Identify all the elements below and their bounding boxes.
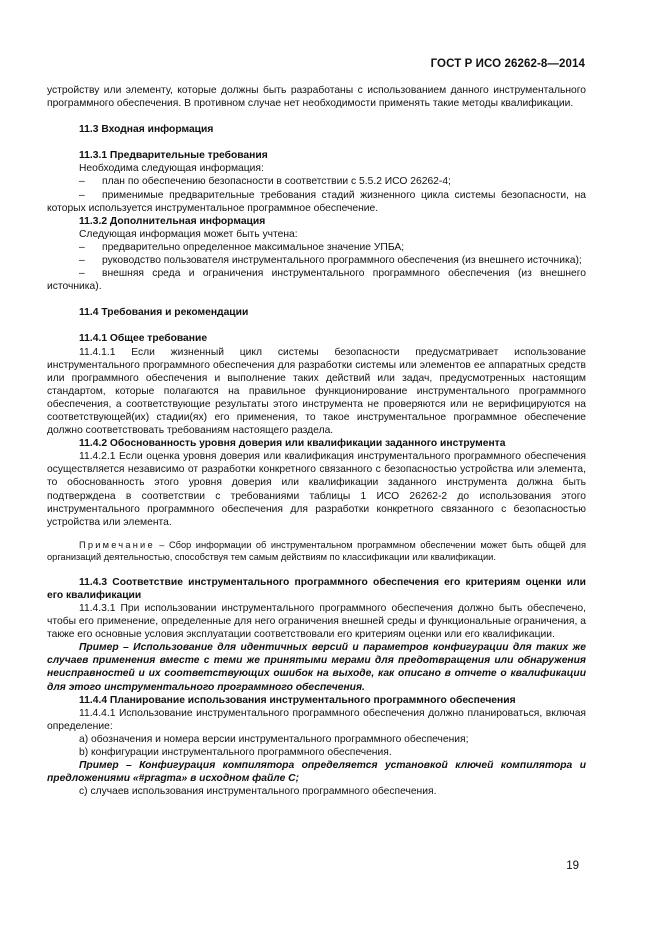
section-11-4-1-heading: 11.4.1 Общее требование	[79, 333, 208, 345]
page-number: 19	[566, 860, 579, 872]
list-item-b: b) конфигурации инструментального программного обеспечения.	[79, 747, 392, 759]
section-11-4-3-1-paragraph: 11.4.3.1 При использовании инструментального программного обеспечения должно быть обеспечено, чтобы его применение, определенные для него ограничения внешней среды и функциональные ограничения, а также его основные условия эксплуатации соответствовали его критериям оценки или его квалификации.	[47, 603, 586, 641]
section-11-4-2-1-paragraph: 11.4.2.1 Если оценка уровня доверия или квалификация инструментального программного обеспечения осуществляется независимо от разработки конкретного связанного с безопасностью устройства или элемента, то обоснованность этого уровня доверия или квалификации заданного инструмента должна быть подтверждена в соответствии с требованиями таблицы 1 ИСО 26262-2 до использования этого инструментального программного обеспечения для разработки конкретного связанного с безопасностью устройства или элемента.	[47, 451, 586, 528]
section-11-3-1-heading: 11.3.1 Предварительные требования	[79, 150, 268, 162]
example-label: Пример –	[79, 760, 132, 772]
document-header: ГОСТ Р ИСО 26262-8—2014	[430, 58, 585, 70]
section-11-3-2-heading: 11.3.2 Дополнительная информация	[79, 215, 266, 227]
dash-bullet: –	[79, 255, 85, 267]
example-paragraph	[47, 641, 586, 693]
section-11-4-1-1-paragraph: 11.4.1.1 Если жизненный цикл системы безопасности предусматривает использование инструментального программного обеспечения для разработки системы или элементов ее аппаратных средств или программного обеспечения и выполнение таких действий или задач, предусмотренных настоящим стандартом, которые полагаются на правильное функционирование инструментального программного обеспечения, а соответствующие результаты этого инструмента не проверяются или не верифицируются на соответствующей(их) стадии(ях) его применения, то такое инструментальное программное обеспечение должно соответствовать требованиям настоящего раздела.	[47, 346, 586, 437]
section-11-3-2-lead: Следующая информация может быть учтена:	[79, 228, 298, 240]
note-paragraph	[47, 539, 586, 563]
list-item: – план по обеспечению безопасности в соответствии с 5.5.2 ИСО 26262-4;	[79, 176, 451, 188]
dash-bullet: –	[79, 176, 85, 188]
dash-bullet: –	[79, 189, 85, 201]
note-label: Примечание	[79, 539, 155, 550]
example-text: Конфигурация компилятора определяется установкой ключей компилятора и предложениями «#pragma» в исходном файле С;	[47, 760, 586, 785]
list-item: – руководство пользователя инструментального программного обеспечения (из внешнего источника);	[79, 255, 582, 267]
section-11-4-heading: 11.4 Требования и рекомендации	[79, 307, 249, 319]
list-item: – предварительно определенное максимальное значение УПБА;	[79, 241, 405, 253]
intro-paragraph: устройству или элементу, которые должны быть разработаны с использованием данного инструментального программного обеспечения. В противном случае нет необходимости применять такие методы квалификации.	[47, 85, 586, 110]
list-item: – применимые предварительные требования стадий жизненного цикла системы безопасности, на которых используется инструментальное программное обеспечение.	[47, 189, 586, 214]
section-11-4-4-heading: 11.4.4 Планирование использования инструментального программного обеспечения	[79, 694, 516, 706]
section-11-4-4-1-paragraph: 11.4.4.1 Использование инструментального программного обеспечения должно планироваться, включая определение:	[47, 707, 586, 732]
example-text: Использование для идентичных версий и параметров конфигурации для таких же случаев применения вместе с теми же принятыми мерами для предотвращения или обнаружения неисправностей и их соответствующих ошибок на выходе, как описано в отчете о квалификации для этого инструментального программного обеспечения.	[47, 642, 586, 693]
note-text: – Сбор информации об инструментальном программном обеспечении может быть общей для организаций деятельностью, способствуя тем самым действиям по классификации или квалификации.	[47, 539, 586, 562]
section-11-3-1-lead: Необходима следующая информация:	[79, 163, 264, 175]
list-item-c: с) случаев использования инструментального программного обеспечения.	[79, 786, 437, 798]
list-item: – внешняя среда и ограничения инструментального программного обеспечения (из внешнего источника).	[47, 268, 586, 293]
document-body	[47, 84, 586, 798]
section-11-4-2-heading: 11.4.2 Обоснованность уровня доверия или квалификации заданного инструмента	[79, 438, 506, 450]
section-11-3-heading: 11.3 Входная информация	[79, 124, 214, 136]
list-item-a: а) обозначения и номера версии инструментального программного обеспечения;	[79, 733, 469, 745]
example-label: Пример –	[79, 642, 129, 654]
dash-bullet: –	[79, 268, 85, 280]
dash-bullet: –	[79, 241, 85, 253]
example-paragraph	[47, 759, 586, 785]
section-11-4-3-heading: 11.4.3 Соответствие инструментального программного обеспечения его критериям оценки или его квалификации	[47, 576, 586, 601]
